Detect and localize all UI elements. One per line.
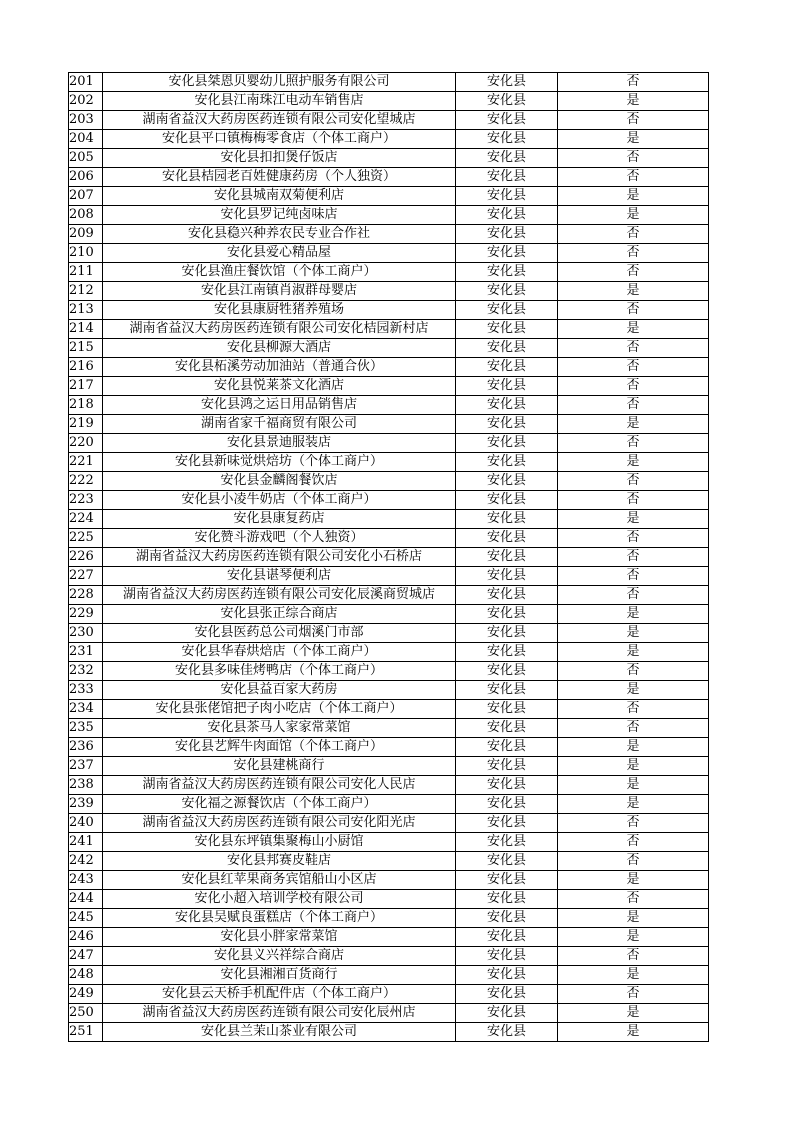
table-row xyxy=(69,301,709,320)
county-cell: 安化县 xyxy=(456,624,558,643)
row-number: 216 xyxy=(69,358,103,377)
county-cell: 安化县 xyxy=(456,757,558,776)
row-number: 245 xyxy=(69,909,103,928)
business-name: 湖南省益汉大药房医药连锁有限公司安化桔园新村店 xyxy=(103,320,456,339)
row-number: 231 xyxy=(69,643,103,662)
county-cell: 安化县 xyxy=(456,358,558,377)
table-row xyxy=(69,795,709,814)
business-name: 安化小超入培训学校有限公司 xyxy=(103,890,456,909)
table-row xyxy=(69,738,709,757)
status-flag: 是 xyxy=(558,320,709,339)
county-cell: 安化县 xyxy=(456,700,558,719)
row-number: 229 xyxy=(69,605,103,624)
county-cell: 安化县 xyxy=(456,130,558,149)
status-flag: 否 xyxy=(558,244,709,263)
business-name: 安化县小凌牛奶店（个体工商户） xyxy=(103,491,456,510)
business-name: 安化县茶马人家家常菜馆 xyxy=(103,719,456,738)
status-flag: 否 xyxy=(558,890,709,909)
table-row xyxy=(69,776,709,795)
row-number: 228 xyxy=(69,586,103,605)
business-name: 安化县多味佳烤鸭店（个体工商户） xyxy=(103,662,456,681)
county-cell: 安化县 xyxy=(456,871,558,890)
status-flag: 是 xyxy=(558,415,709,434)
table-row xyxy=(69,700,709,719)
business-name: 安化县益百家大药房 xyxy=(103,681,456,700)
status-flag: 否 xyxy=(558,168,709,187)
row-number: 201 xyxy=(69,73,103,92)
status-flag: 是 xyxy=(558,453,709,472)
table-row xyxy=(69,624,709,643)
row-number: 208 xyxy=(69,206,103,225)
row-number: 217 xyxy=(69,377,103,396)
row-number: 213 xyxy=(69,301,103,320)
county-cell: 安化县 xyxy=(456,491,558,510)
status-flag: 否 xyxy=(558,852,709,871)
county-cell: 安化县 xyxy=(456,738,558,757)
row-number: 246 xyxy=(69,928,103,947)
business-name: 安化县康复药店 xyxy=(103,510,456,529)
status-flag: 否 xyxy=(558,434,709,453)
county-cell: 安化县 xyxy=(456,586,558,605)
status-flag: 是 xyxy=(558,871,709,890)
row-number: 205 xyxy=(69,149,103,168)
business-name: 安化县桔园老百姓健康药房（个人独资） xyxy=(103,168,456,187)
business-name: 湖南省益汉大药房医药连锁有限公司安化辰州店 xyxy=(103,1004,456,1023)
status-flag: 是 xyxy=(558,605,709,624)
business-name: 湖南省益汉大药房医药连锁有限公司安化望城店 xyxy=(103,111,456,130)
row-number: 235 xyxy=(69,719,103,738)
row-number: 238 xyxy=(69,776,103,795)
business-name: 安化县邦赛皮鞋店 xyxy=(103,852,456,871)
business-name: 安化福之源餐饮店（个体工商户） xyxy=(103,795,456,814)
county-cell: 安化县 xyxy=(456,396,558,415)
table-row xyxy=(69,643,709,662)
business-name: 安化县江南镇肖淑群母婴店 xyxy=(103,282,456,301)
row-number: 210 xyxy=(69,244,103,263)
table-row xyxy=(69,928,709,947)
row-number: 251 xyxy=(69,1023,103,1042)
table-row xyxy=(69,985,709,1004)
business-name: 安化县柳源大酒店 xyxy=(103,339,456,358)
business-name: 安化县小胖家常菜馆 xyxy=(103,928,456,947)
business-name: 安化县城南双菊便利店 xyxy=(103,187,456,206)
county-cell: 安化县 xyxy=(456,320,558,339)
status-flag: 是 xyxy=(558,966,709,985)
county-cell: 安化县 xyxy=(456,814,558,833)
county-cell: 安化县 xyxy=(456,605,558,624)
row-number: 224 xyxy=(69,510,103,529)
row-number: 214 xyxy=(69,320,103,339)
county-cell: 安化县 xyxy=(456,225,558,244)
row-number: 240 xyxy=(69,814,103,833)
table-row xyxy=(69,339,709,358)
row-number: 233 xyxy=(69,681,103,700)
county-cell: 安化县 xyxy=(456,529,558,548)
table-row xyxy=(69,92,709,111)
table-row xyxy=(69,263,709,282)
table-row xyxy=(69,909,709,928)
table-row xyxy=(69,548,709,567)
county-cell: 安化县 xyxy=(456,643,558,662)
status-flag: 否 xyxy=(558,491,709,510)
table-row xyxy=(69,947,709,966)
county-cell: 安化县 xyxy=(456,795,558,814)
business-name: 安化县罗记纯卤味店 xyxy=(103,206,456,225)
status-flag: 是 xyxy=(558,757,709,776)
status-flag: 是 xyxy=(558,1023,709,1042)
county-cell: 安化县 xyxy=(456,662,558,681)
business-name: 安化县义兴祥综合商店 xyxy=(103,947,456,966)
status-flag: 是 xyxy=(558,776,709,795)
county-cell: 安化县 xyxy=(456,73,558,92)
business-name: 安化县医药总公司烟溪门市部 xyxy=(103,624,456,643)
table-row xyxy=(69,377,709,396)
table-row xyxy=(69,966,709,985)
status-flag: 否 xyxy=(558,396,709,415)
status-flag: 是 xyxy=(558,187,709,206)
business-name: 安化县云天桥手机配件店（个体工商户） xyxy=(103,985,456,1004)
business-name: 安化县扣扣煲仔饭店 xyxy=(103,149,456,168)
row-number: 221 xyxy=(69,453,103,472)
row-number: 222 xyxy=(69,472,103,491)
county-cell: 安化县 xyxy=(456,339,558,358)
table-row xyxy=(69,871,709,890)
row-number: 218 xyxy=(69,396,103,415)
row-number: 203 xyxy=(69,111,103,130)
business-name: 安化县桀恩贝婴幼儿照护服务有限公司 xyxy=(103,73,456,92)
table-row xyxy=(69,605,709,624)
business-name: 湖南省益汉大药房医药连锁有限公司安化阳光店 xyxy=(103,814,456,833)
county-cell: 安化县 xyxy=(456,111,558,130)
row-number: 227 xyxy=(69,567,103,586)
table-row xyxy=(69,187,709,206)
row-number: 239 xyxy=(69,795,103,814)
business-name: 湖南省家千福商贸有限公司 xyxy=(103,415,456,434)
table-row xyxy=(69,567,709,586)
row-number: 202 xyxy=(69,92,103,111)
table-row xyxy=(69,814,709,833)
status-flag: 是 xyxy=(558,282,709,301)
status-flag: 是 xyxy=(558,206,709,225)
table-row xyxy=(69,168,709,187)
county-cell: 安化县 xyxy=(456,909,558,928)
status-flag: 否 xyxy=(558,567,709,586)
table-row xyxy=(69,111,709,130)
status-flag: 否 xyxy=(558,301,709,320)
row-number: 250 xyxy=(69,1004,103,1023)
row-number: 212 xyxy=(69,282,103,301)
county-cell: 安化县 xyxy=(456,510,558,529)
table-row xyxy=(69,852,709,871)
row-number: 211 xyxy=(69,263,103,282)
county-cell: 安化县 xyxy=(456,833,558,852)
row-number: 230 xyxy=(69,624,103,643)
status-flag: 否 xyxy=(558,472,709,491)
table-row xyxy=(69,396,709,415)
row-number: 241 xyxy=(69,833,103,852)
table-body xyxy=(69,73,709,1042)
table-row xyxy=(69,1023,709,1042)
county-cell: 安化县 xyxy=(456,567,558,586)
status-flag: 否 xyxy=(558,149,709,168)
row-number: 244 xyxy=(69,890,103,909)
business-name: 安化县渔庄餐饮馆（个体工商户） xyxy=(103,263,456,282)
row-number: 223 xyxy=(69,491,103,510)
table-row xyxy=(69,453,709,472)
status-flag: 否 xyxy=(558,548,709,567)
table-row xyxy=(69,358,709,377)
table-row xyxy=(69,1004,709,1023)
business-name: 安化县柘溪劳动加油站（普通合伙） xyxy=(103,358,456,377)
business-name: 安化县谌琴便利店 xyxy=(103,567,456,586)
table-row xyxy=(69,130,709,149)
row-number: 248 xyxy=(69,966,103,985)
row-number: 242 xyxy=(69,852,103,871)
business-name: 安化赞斗游戏吧（个人独资） xyxy=(103,529,456,548)
status-flag: 否 xyxy=(558,586,709,605)
status-flag: 是 xyxy=(558,624,709,643)
status-flag: 否 xyxy=(558,814,709,833)
business-name: 安化县爱心精品屋 xyxy=(103,244,456,263)
county-cell: 安化县 xyxy=(456,168,558,187)
business-name: 安化县艺辉牛肉面馆（个体工商户） xyxy=(103,738,456,757)
county-cell: 安化县 xyxy=(456,719,558,738)
county-cell: 安化县 xyxy=(456,92,558,111)
county-cell: 安化县 xyxy=(456,187,558,206)
business-name: 安化县红苹果商务宾馆船山小区店 xyxy=(103,871,456,890)
table-row xyxy=(69,890,709,909)
county-cell: 安化县 xyxy=(456,206,558,225)
county-cell: 安化县 xyxy=(456,985,558,1004)
status-flag: 否 xyxy=(558,73,709,92)
row-number: 220 xyxy=(69,434,103,453)
business-name: 湖南省益汉大药房医药连锁有限公司安化辰溪商贸城店 xyxy=(103,586,456,605)
row-number: 215 xyxy=(69,339,103,358)
row-number: 237 xyxy=(69,757,103,776)
status-flag: 否 xyxy=(558,529,709,548)
table-row xyxy=(69,225,709,244)
status-flag: 是 xyxy=(558,795,709,814)
table-row xyxy=(69,529,709,548)
status-flag: 是 xyxy=(558,1004,709,1023)
status-flag: 是 xyxy=(558,738,709,757)
business-name: 安化县华春烘焙店（个体工商户） xyxy=(103,643,456,662)
table-row xyxy=(69,757,709,776)
status-flag: 否 xyxy=(558,719,709,738)
row-number: 225 xyxy=(69,529,103,548)
row-number: 243 xyxy=(69,871,103,890)
county-cell: 安化县 xyxy=(456,928,558,947)
business-name: 湖南省益汉大药房医药连锁有限公司安化人民店 xyxy=(103,776,456,795)
status-flag: 是 xyxy=(558,130,709,149)
business-name: 安化县张正综合商店 xyxy=(103,605,456,624)
business-name: 安化县稳兴种养农民专业合作社 xyxy=(103,225,456,244)
row-number: 247 xyxy=(69,947,103,966)
business-name: 安化县建桃商行 xyxy=(103,757,456,776)
county-cell: 安化县 xyxy=(456,434,558,453)
business-name: 安化县鸿之运日用品销售店 xyxy=(103,396,456,415)
business-name: 安化县金麟阁餐饮店 xyxy=(103,472,456,491)
business-name: 安化县江南珠江电动车销售店 xyxy=(103,92,456,111)
county-cell: 安化县 xyxy=(456,681,558,700)
row-number: 219 xyxy=(69,415,103,434)
table-row xyxy=(69,833,709,852)
business-list-table xyxy=(68,72,709,1042)
status-flag: 否 xyxy=(558,377,709,396)
business-name: 安化县景迪服装店 xyxy=(103,434,456,453)
county-cell: 安化县 xyxy=(456,244,558,263)
table-row xyxy=(69,206,709,225)
status-flag: 是 xyxy=(558,643,709,662)
county-cell: 安化县 xyxy=(456,263,558,282)
status-flag: 否 xyxy=(558,339,709,358)
county-cell: 安化县 xyxy=(456,415,558,434)
status-flag: 否 xyxy=(558,985,709,1004)
county-cell: 安化县 xyxy=(456,947,558,966)
status-flag: 是 xyxy=(558,909,709,928)
table-row xyxy=(69,681,709,700)
row-number: 226 xyxy=(69,548,103,567)
table-row xyxy=(69,73,709,92)
table-row xyxy=(69,244,709,263)
table-row xyxy=(69,510,709,529)
row-number: 234 xyxy=(69,700,103,719)
row-number: 206 xyxy=(69,168,103,187)
table-row xyxy=(69,149,709,168)
row-number: 236 xyxy=(69,738,103,757)
table-row xyxy=(69,320,709,339)
county-cell: 安化县 xyxy=(456,852,558,871)
county-cell: 安化县 xyxy=(456,149,558,168)
status-flag: 否 xyxy=(558,833,709,852)
status-flag: 否 xyxy=(558,225,709,244)
county-cell: 安化县 xyxy=(456,377,558,396)
status-flag: 否 xyxy=(558,947,709,966)
row-number: 232 xyxy=(69,662,103,681)
business-name: 安化县张佬馆把子肉小吃店（个体工商户） xyxy=(103,700,456,719)
county-cell: 安化县 xyxy=(456,548,558,567)
status-flag: 是 xyxy=(558,681,709,700)
table-row xyxy=(69,491,709,510)
table-row xyxy=(69,415,709,434)
row-number: 209 xyxy=(69,225,103,244)
table-row xyxy=(69,719,709,738)
table-row xyxy=(69,434,709,453)
county-cell: 安化县 xyxy=(456,1023,558,1042)
status-flag: 否 xyxy=(558,263,709,282)
table-row xyxy=(69,282,709,301)
county-cell: 安化县 xyxy=(456,890,558,909)
table-row xyxy=(69,472,709,491)
table-row xyxy=(69,586,709,605)
county-cell: 安化县 xyxy=(456,301,558,320)
status-flag: 是 xyxy=(558,510,709,529)
business-name: 安化县悦莱茶文化酒店 xyxy=(103,377,456,396)
business-name: 安化县新味觉烘焙坊（个体工商户） xyxy=(103,453,456,472)
status-flag: 否 xyxy=(558,662,709,681)
row-number: 249 xyxy=(69,985,103,1004)
county-cell: 安化县 xyxy=(456,966,558,985)
status-flag: 否 xyxy=(558,111,709,130)
county-cell: 安化县 xyxy=(456,1004,558,1023)
status-flag: 是 xyxy=(558,928,709,947)
row-number: 204 xyxy=(69,130,103,149)
county-cell: 安化县 xyxy=(456,472,558,491)
business-name: 安化县湘湘百货商行 xyxy=(103,966,456,985)
status-flag: 否 xyxy=(558,700,709,719)
table-row xyxy=(69,662,709,681)
row-number: 207 xyxy=(69,187,103,206)
status-flag: 是 xyxy=(558,92,709,111)
business-name: 湖南省益汉大药房医药连锁有限公司安化小石桥店 xyxy=(103,548,456,567)
county-cell: 安化县 xyxy=(456,776,558,795)
county-cell: 安化县 xyxy=(456,282,558,301)
business-name: 安化县康厨牲猪养殖场 xyxy=(103,301,456,320)
business-name: 安化县吴赋良蛋糕店（个体工商户） xyxy=(103,909,456,928)
business-name: 安化县东坪镇集聚梅山小厨馆 xyxy=(103,833,456,852)
status-flag: 否 xyxy=(558,358,709,377)
business-name: 安化县平口镇梅梅零食店（个体工商户） xyxy=(103,130,456,149)
county-cell: 安化县 xyxy=(456,453,558,472)
business-name: 安化县兰茉山茶业有限公司 xyxy=(103,1023,456,1042)
